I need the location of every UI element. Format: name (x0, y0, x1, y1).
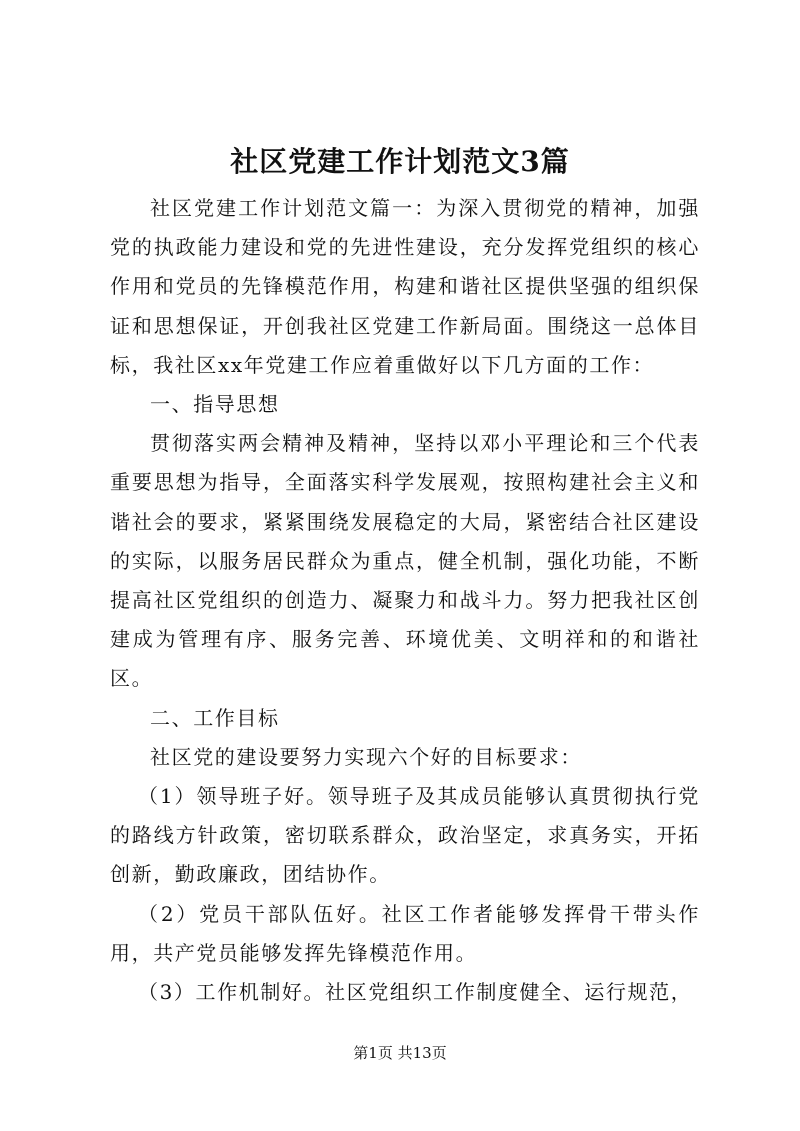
paragraph-goals-intro: 社区党的建设要努力实现六个好的目标要求： (150, 744, 582, 769)
document-body (110, 189, 700, 1012)
paragraph-intro: 社区党建工作计划范文篇一：为深入贯彻党的精神，加强党的执政能力建设和党的先进性建设，充分发挥党组织的核心作用和党员的先锋模范作用，构建和谐社区提供坚强的组织保证和思想保证，开创我社区党建工作新局面。围绕这一总体目标，我社区xx年党建工作应着重做好以下几方面的工作： (110, 196, 700, 377)
list-item-cadre-team: （2）党员干部队伍好。社区工作者能够发挥骨干带头作用，共产党员能够发挥先锋模范作用。 (110, 901, 700, 965)
paragraph-guiding-ideology: 贯彻落实两会精神及精神，坚持以邓小平理论和三个代表重要思想为指导，全面落实科学发展观，按照构建社会主义和谐社会的要求，紧紧围绕发展稳定的大局，紧密结合社区建设的实际，以服务居民群众为重点，健全机制，强化功能，不断提高社区党组织的创造力、凝聚力和战斗力。努力把我社区创建成为管理有序、服务完善、环境优美、文明祥和的和谐社区。 (110, 431, 700, 691)
heading-guiding-ideology: 一、指导思想 (150, 392, 280, 417)
list-item-leadership: （1）领导班子好。领导班子及其成员能够认真贯彻执行党的路线方针政策，密切联系群众，政治坚定，求真务实，开拓创新，勤政廉政，团结协作。 (110, 784, 700, 887)
page-footer: 第1页 共13页 (353, 1044, 447, 1062)
heading-work-goals: 二、工作目标 (150, 705, 280, 730)
document-title: 社区党建工作计划范文3篇 (230, 145, 570, 178)
list-item-work-mechanism: （3）工作机制好。社区党组织工作制度健全、运行规范， (138, 980, 693, 1005)
